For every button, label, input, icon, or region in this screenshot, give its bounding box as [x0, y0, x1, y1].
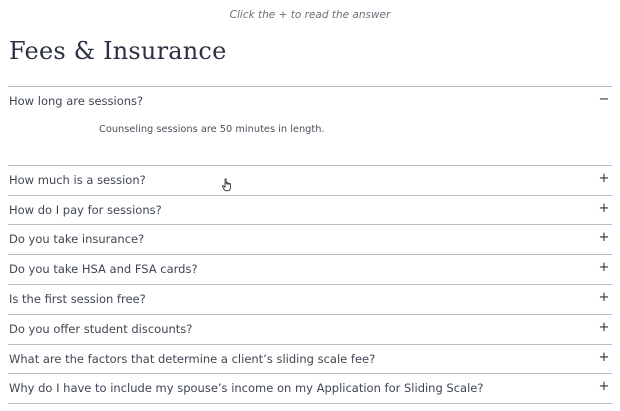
faq-item-sliding-scale-factors: [8, 344, 612, 374]
faq-question-text: How long are sessions?: [9, 94, 144, 108]
plus-icon[interactable]: +: [598, 349, 610, 365]
minus-icon[interactable]: −: [598, 92, 610, 107]
faq-question-text: Is the first session free?: [9, 291, 146, 306]
plus-icon[interactable]: +: [598, 230, 610, 246]
faq-item-session-length: [8, 86, 612, 165]
plus-icon[interactable]: +: [598, 289, 610, 305]
faq-item-student-discount: [8, 314, 612, 344]
plus-icon[interactable]: +: [598, 170, 610, 186]
faq-question-row[interactable]: [8, 345, 612, 374]
faq-item-first-session: [8, 284, 612, 314]
faq-question-text: How do I pay for sessions?: [9, 202, 162, 217]
faq-item-payment: [8, 195, 612, 225]
faq-question-row[interactable]: [8, 255, 612, 284]
faq-question-text: How much is a session?: [9, 172, 146, 187]
section-title: Fees & Insurance: [9, 37, 227, 65]
faq-answer: [8, 116, 612, 165]
faq-question-text: Do you take HSA and FSA cards?: [9, 262, 198, 277]
plus-icon[interactable]: +: [598, 319, 610, 335]
faq-question-row[interactable]: [8, 315, 612, 344]
faq-question-row[interactable]: [8, 166, 612, 195]
faq-question-row[interactable]: [8, 374, 612, 403]
faq-question-text: What are the factors that determine a client’s sliding scale fee?: [9, 351, 376, 366]
hand-pointer-icon: [221, 178, 233, 192]
faq-item-hsa-fsa: [8, 254, 612, 284]
faq-question-row[interactable]: [8, 225, 612, 254]
faq-question-row[interactable]: [8, 285, 612, 314]
faq-question-text: Why do I have to include my spouse’s income on my Application for Sliding Scale?: [9, 381, 484, 396]
faq-answer-text: Counseling sessions are 50 minutes in length.: [99, 123, 325, 135]
faq-item-insurance: [8, 224, 612, 254]
instruction-hint: Click the + to read the answer: [229, 9, 391, 21]
plus-icon[interactable]: +: [598, 379, 610, 395]
faq-question-row[interactable]: [8, 87, 612, 116]
faq-question-row[interactable]: [8, 196, 612, 225]
faq-item-session-cost: [8, 165, 612, 195]
faq-question-text: Do you offer student discounts?: [9, 321, 193, 336]
faq-item-spouse-income: [8, 373, 612, 404]
faq-accordion: [8, 86, 612, 404]
plus-icon[interactable]: +: [598, 260, 610, 276]
plus-icon[interactable]: +: [598, 200, 610, 216]
faq-question-text: Do you take insurance?: [9, 232, 145, 247]
